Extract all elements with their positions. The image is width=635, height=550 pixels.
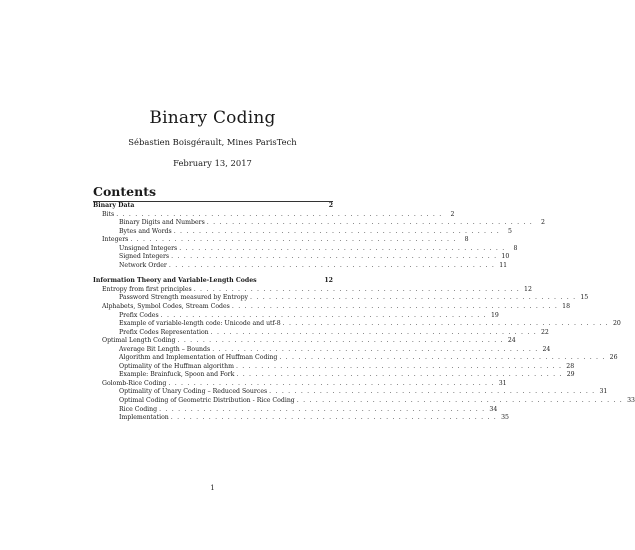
toc-chapter-row[interactable] [93,277,333,286]
toc-section-row[interactable] [93,236,469,245]
toc-leader-dots: . . . . . . . . . . . . . . . . . . . . . . . . . . . . . . . . . . . . . . . . . . . . . . . . . . . . [168,261,496,269]
toc-entry-page: 18 [562,303,571,311]
toc-entry-page: 19 [490,311,499,319]
toc-entry-page: 31 [498,379,507,387]
toc-entry-title: Prefix Codes [119,311,159,319]
toc-leader-dots: . . . . . . . . . . . . . . . . . . . . . . . . . . . . . . . . . . . . . . . . . . . . . . . . . . . . [250,294,577,302]
toc-leader-dots: . . . . . . . . . . . . . . . . . . . . . . . . . . . . . . . . . . . . . . . . . . . . . . . . . . . . [282,320,609,328]
toc-subsection-row[interactable] [93,320,621,329]
toc-entry-title: Example: Brainfuck, Spoon and Fork [119,371,235,379]
toc-section-gap [93,270,333,277]
toc-entry-page: 20 [612,320,621,328]
toc-entry-title: Algorithm and Implementation of Huffman Coding [119,354,278,362]
toc-entry-page: 11 [499,261,508,269]
toc-entry-page: 8 [464,236,469,244]
toc-entry-title: Golomb-Rice Coding [102,379,167,387]
toc-leader-dots: . . . . . . . . . . . . . . . . . . . . . . . . . . . . . . . . . . . . . . . . . . . . . . . . . . . . [177,337,504,345]
toc-leader-dots: . . . . . . . . . . . . . . . . . . . . . . . . . . . . . . . . . . . . . . . . . . . . . . . . . . . . [171,253,498,261]
toc-leader-dots: . . . . . . . . . . . . . . . . . . . . . . . . . . . . . . . . . . . . . . . . . . . . . . . . . . . . [168,379,495,387]
toc-leader-dots: . . . . . . . . . . . . . . . . . . . . . . . . . . . . . . . . . . . . . . . . . . . . . . . . . . . . [269,388,596,396]
document-title: Binary Coding [149,108,276,128]
toc-entry-title: Prefix Codes Representation [119,328,209,336]
toc-entry-page: 2 [450,210,455,218]
toc-entry-title: Bits [102,210,115,218]
toc-section-row[interactable] [93,337,516,346]
toc-section-row[interactable] [93,285,532,295]
toc-entry-title: Bytes and Words [119,227,172,235]
toc-entry-page: 10 [501,253,510,261]
toc-entry-title: Integers [102,236,129,244]
toc-subsection-row[interactable] [93,354,618,363]
toc-leader-dots: . . . . . . . . . . . . . . . . . . . . . . . . . . . . . . . . . . . . . . . . . . . . . . . . . . . . [130,236,457,244]
toc-leader-dots: . . . . . . . . . . . . . . . . . . . . . . . . . . . . . . . . . . . . . . . . . . . . . . . . . . . . [193,285,520,293]
toc-entry-page: 28 [566,362,575,370]
document-author: Sébastien Boisgérault, Mines ParisTech [128,137,297,147]
toc-entry-page: 35 [501,414,509,422]
toc-entry-title: Optimality of Unary Coding – Reduced Sources [119,388,268,396]
toc-entry-title: Entropy from first principles [102,285,192,293]
toc-entry-page: 12 [524,285,532,293]
toc-leader-dots: . . . . . . . . . . . . . . . . . . . . . . . . . . . . . . . . . . . . . . . . . . . . . . . . . . . . [173,227,500,235]
toc-leader-dots: . . . . . . . . . . . . . . . . . . . . . . . . . . . . . . . . . . . . . . . . . . . . . . . . . . . . [206,219,533,227]
toc-subsection-row[interactable] [93,244,518,254]
contents-heading: Contents [93,184,157,199]
toc-entry-page: 24 [542,345,551,353]
toc-subsection-row[interactable] [93,261,508,271]
toc-chapter-page: 12 [324,277,333,285]
toc-leader-dots: . . . . . . . . . . . . . . . . . . . . . . . . . . . . . . . . . . . . . . . . . . . . . . . . . . . . [210,328,537,336]
toc-entry-title: Network Order [119,261,167,269]
toc-subsection-row[interactable] [93,397,635,406]
toc-leader-dots: . . . . . . . . . . . . . . . . . . . . . . . . . . . . . . . . . . . . . . . . . . . . . . . . . . . . [212,345,539,353]
toc-entry-title: Binary Digits and Numbers [119,219,205,227]
page-number: 1 [210,484,215,492]
toc-entry-title: Password Strength measured by Entropy [119,294,249,302]
toc-subsection-row[interactable] [93,362,575,372]
toc-entry-page: 26 [609,354,618,362]
toc-subsection-row[interactable] [93,388,608,397]
toc-chapter-page: 2 [328,202,333,209]
toc-section-row[interactable] [93,379,507,389]
toc-subsection-row[interactable] [93,219,545,228]
toc-entry-page: 5 [507,227,512,235]
toc-entry-title: Signed Integers [119,253,170,261]
toc-chapter-title: Binary Data [93,202,135,209]
toc-entry-title: Example of variable-length code: Unicode and utf-8 [119,320,281,328]
toc-subsection-row[interactable] [93,294,589,303]
toc-subsection-row[interactable] [93,311,499,321]
toc-entry-title: Rice Coding [119,405,158,413]
toc-entry-page: 33 [627,397,635,405]
toc-entry-title: Unsigned Integers [119,244,178,252]
toc-leader-dots: . . . . . . . . . . . . . . . . . . . . . . . . . . . . . . . . . . . . . . . . . . . . . . . . . . . . [160,311,487,319]
toc-subsection-row[interactable] [93,371,575,380]
toc-leader-dots: . . . . . . . . . . . . . . . . . . . . . . . . . . . . . . . . . . . . . . . . . . . . . . . . . . . . [179,244,506,252]
toc-leader-dots: . . . . . . . . . . . . . . . . . . . . . . . . . . . . . . . . . . . . . . . . . . . . . . . . . . . . [235,362,563,370]
toc-entry-title: Average Bit Length – Bounds [119,345,211,353]
toc-leader-dots: . . . . . . . . . . . . . . . . . . . . . . . . . . . . . . . . . . . . . . . . . . . . . . . . . . . . [279,354,606,362]
toc-chapter-title: Information Theory and Variable-Length Codes [93,277,257,285]
toc-leader-dots: . . . . . . . . . . . . . . . . . . . . . . . . . . . . . . . . . . . . . . . . . . . . . . . . . . . . [236,371,563,379]
toc-entry-title: Optimal Coding of Geometric Distribution - Rice Coding [119,397,295,405]
toc-chapter-row[interactable] [93,202,333,211]
toc-subsection-row[interactable] [93,253,510,262]
toc-leader-dots: . . . . . . . . . . . . . . . . . . . . . . . . . . . . . . . . . . . . . . . . . . . . . . . . . . . . [116,210,443,218]
toc-leader-dots: . . . . . . . . . . . . . . . . . . . . . . . . . . . . . . . . . . . . . . . . . . . . . . . . . . . . [296,397,623,405]
toc-entry-title: Alphabets, Symbol Codes, Stream Codes [102,303,230,311]
toc-subsection-row[interactable] [93,328,549,338]
document-date: February 13, 2017 [173,158,252,168]
toc-leader-dots: . . . . . . . . . . . . . . . . . . . . . . . . . . . . . . . . . . . . . . . . . . . . . . . . . . . . [170,414,497,422]
toc-subsection-row[interactable] [93,227,512,237]
toc-leader-dots: . . . . . . . . . . . . . . . . . . . . . . . . . . . . . . . . . . . . . . . . . . . . . . . . . . . . [231,303,559,311]
toc-entry-title: Optimal Length Coding [102,337,176,345]
toc-entry-title: Optimality of the Huffman algorithm [119,362,234,370]
toc-section-row[interactable] [93,303,571,312]
toc-entry-title: Implementation [119,414,169,422]
toc-entry-page: 8 [513,244,518,252]
toc-entry-page: 34 [489,405,498,413]
toc-subsection-row[interactable] [93,405,498,415]
toc-entry-page: 29 [566,371,575,379]
table-of-contents [93,201,635,423]
toc-subsection-row[interactable] [93,414,509,423]
toc-entry-page: 22 [540,328,549,336]
toc-leader-dots: . . . . . . . . . . . . . . . . . . . . . . . . . . . . . . . . . . . . . . . . . . . . . . . . . . . . [159,405,486,413]
toc-entry-page: 31 [599,388,608,396]
toc-entry-page: 2 [541,219,545,227]
toc-entry-page: 15 [580,294,589,302]
toc-section-row[interactable] [93,210,455,220]
toc-subsection-row[interactable] [93,345,551,355]
toc-entry-page: 24 [507,337,516,345]
